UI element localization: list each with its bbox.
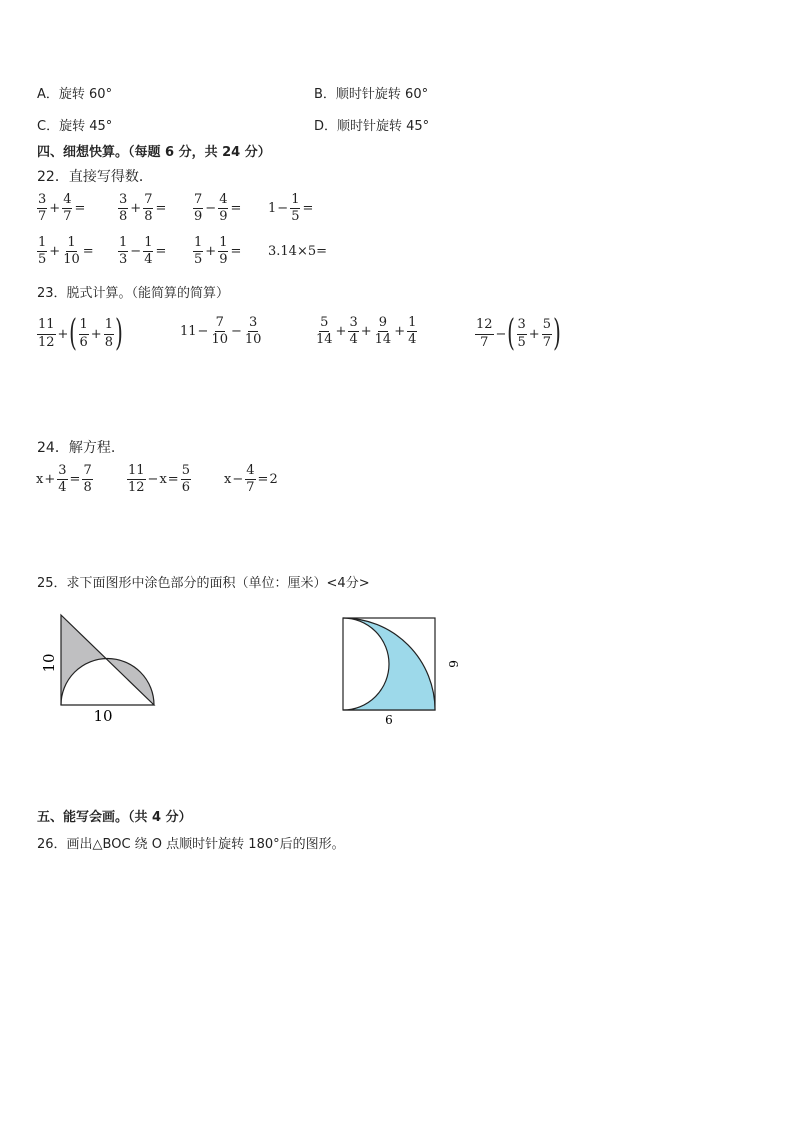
option-b: B．顺时针旋转 60° <box>314 87 429 102</box>
figure-2-bottom-label: 6 <box>385 713 393 727</box>
q24-eq-2: $\frac{11}{12}$ − x = $\frac{5}{6}$ <box>128 463 190 496</box>
figure-2-side-label: 6 <box>446 660 460 668</box>
q22-title: 22．直接写得数． <box>37 169 153 185</box>
q24-eq-1: x + $\frac{3}{4}$ = $\frac{7}{8}$ <box>36 463 92 496</box>
q25-title: 25．求下面图形中涂色部分的面积（单位：厘米）<4分> <box>37 576 370 591</box>
section-4-title: 四、细想快算。（每题 6 分，共 24 分） <box>37 145 271 160</box>
q23-title: 23．脱式计算。（能简算的简算） <box>37 286 230 301</box>
q22-expr-1: $\frac{3}{7}$ + $\frac{4}{7}$ = <box>38 192 86 225</box>
q23-expr-2: 11 − $\frac{7}{10}$ − $\frac{3}{10}$ <box>180 315 262 348</box>
option-d: D．顺时针旋转 45° <box>314 119 430 134</box>
q25-figure-square-arcs <box>330 610 460 730</box>
q24-title: 24．解方程. <box>37 440 116 456</box>
option-a: A．旋转 60° <box>37 87 113 102</box>
q22-expr-3: $\frac{7}{9}$ − $\frac{4}{9}$ = <box>194 192 242 225</box>
q23-expr-4: $\frac{12}{7}$ − ( $\frac{3}{5}$ + $\frac{5}{7}$ ) <box>476 313 561 354</box>
q23-expr-1: $\frac{11}{12}$ + ( $\frac{1}{6}$ + $\frac{1}{8}$ ) <box>38 313 123 354</box>
q22-expr-7: $\frac{1}{5}$ + $\frac{1}{9}$ = <box>194 235 242 268</box>
figure-1-bottom-label: 10 <box>93 707 113 725</box>
q24-eq-3: x − $\frac{4}{7}$ = 2 <box>224 463 278 496</box>
q23-expr-3: $\frac{5}{14}$ + $\frac{3}{4}$ + $\frac{9}{14}$ + $\frac{1}{4}$ <box>316 315 417 348</box>
figure-1-side-label: 10 <box>40 653 58 673</box>
option-c: C．旋转 45° <box>37 119 113 134</box>
q25-figure-triangle-semicircle <box>30 605 170 730</box>
q26-title: 26．画出△BOC 绕 O 点顺时针旋转 180°后的图形。 <box>37 837 345 852</box>
q22-expr-2: $\frac{3}{8}$ + $\frac{7}{8}$ = <box>119 192 167 225</box>
section-5-title: 五、能写会画。（共 4 分） <box>37 810 192 825</box>
q22-expr-6: $\frac{1}{3}$ − $\frac{1}{4}$ = <box>119 235 167 268</box>
q22-expr-8: 3.14×5= <box>268 244 328 259</box>
q22-expr-4: 1 − $\frac{1}{5}$ = <box>268 192 314 225</box>
q22-expr-5: $\frac{1}{5}$ + $\frac{1}{10}$ = <box>38 235 94 268</box>
